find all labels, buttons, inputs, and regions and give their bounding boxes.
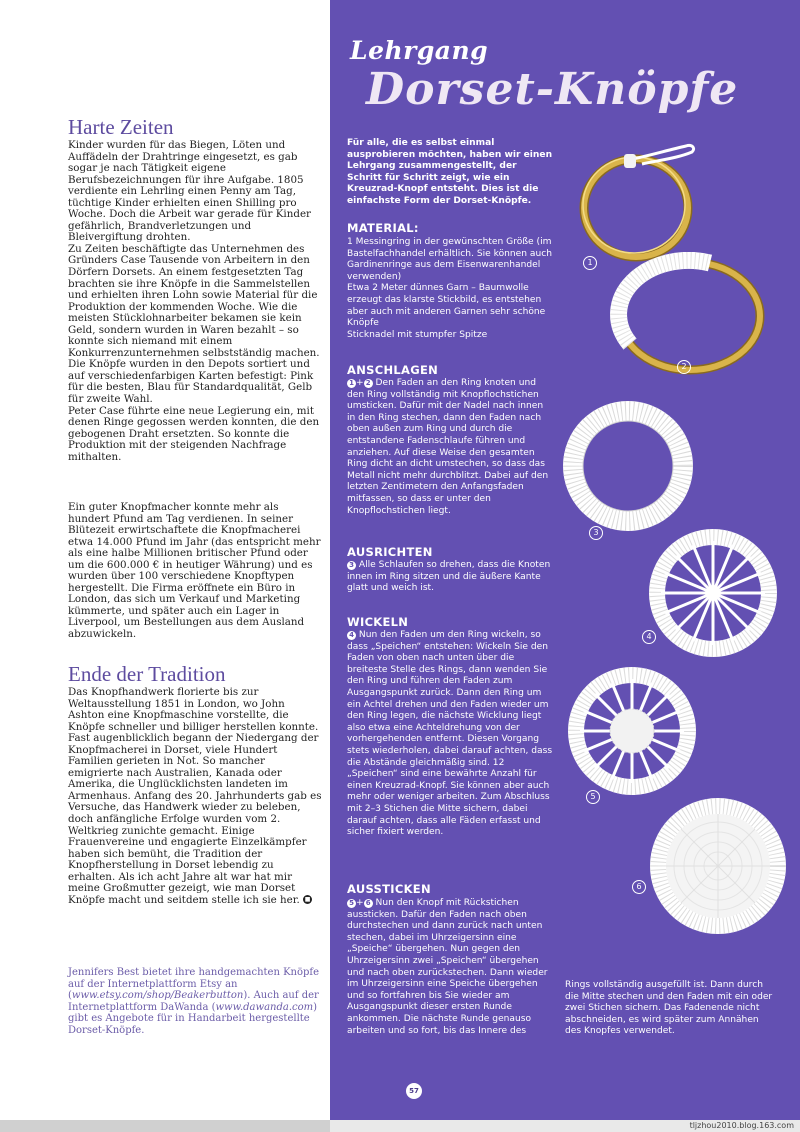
footer-gray-strip (0, 1120, 330, 1132)
text-block-ende-der-tradition (68, 687, 322, 906)
stitched-ring-photo (560, 396, 700, 536)
aussticken-continued-text: Rings vollständig ausgefüllt ist. Dann durch die Mitte stechen und den Faden mit ein oder zwei Stichen sichern. Das Fadenende nicht abschneiden, es wird später zum Annähen des Knopfes verwendet. (565, 980, 773, 1037)
step-number-icon: 3 (347, 561, 356, 570)
section-heading-ende-der-tradition: Ende der Tradition (68, 662, 226, 686)
finished-button-photo (648, 796, 788, 936)
step-number-icon: 2 (364, 379, 373, 388)
watermark: tljzhou2010.blog.163.com (689, 1121, 794, 1130)
section-heading-anschlagen: ANSCHLAGEN (347, 363, 439, 377)
tutorial-title: Dorset-Knöpfe (366, 64, 739, 115)
dawanda-link[interactable]: www.dawanda.com (215, 1001, 314, 1013)
page-number: 57 (406, 1083, 422, 1099)
paragraph: Das Knopfhandwerk florierte bis zur Weltausstellung 1851 in London, wo John Ashton eine Knopfmaschine vorstellte, die Knöpfe schneller und billiger herstellen konnte. Fast augenblicklich begann der Niedergang der Knopfmacherei in Dorset, viele Hundert Familien gerieten in Not. So mancher emigrierte nach Australien, Kanada oder Amerika, die Unglücklichsten landeten im Armenhaus. Anfang des 20. Jahrhunderts gab es Versuche, das Handwerk wieder zu beleben, doch anfängliche Erfolge wurden vom 2. Weltkrieg zunichte gemacht. Einige Frauenvereine und engagierte Einzelkämpfer haben sich bemüht, die Tradition der Knopfherstellung in Dorset lebendig zu erhalten. Als ich acht Jahre alt war hat mir meine Großmutter gezeigt, wie man Dorset Knöpfe macht und seitdem stelle ich sie her. ■ (68, 686, 322, 906)
section-heading-ausrichten: AUSRICHTEN (347, 545, 433, 559)
step-label-5: 5 (586, 790, 600, 804)
step-label-1: 1 (583, 256, 597, 270)
step-number-icon: 1 (347, 379, 356, 388)
step-number-icon: 4 (347, 631, 356, 640)
etsy-link[interactable]: www.etsy.com/shop/Beakerbutton (71, 990, 244, 1001)
material-item: 1 Messingring in der gewünschten Größe (im Bastelfachhandel erhältlich. Sie können auch Gardinenringe aus dem Eisenwarenhandel verwenden) (347, 237, 553, 282)
paragraph: Ein guter Knopfmacher konnte mehr als hundert Pfund am Tag verdienen. In seiner Blütezeit erwirtschaftete die Knopfmacherei etwa 14.000 Pfund im Jahr (das entspricht mehr als eine halbe Millionen britischer Pfund oder um die 600.000 € in heutiger Währung) und es wurden über 100 verschiedene Knopftypen hergestellt. Die Firma eröffnete ein Büro in London, das sich um Verkauf und Marketing kümmerte, und später auch ein Lager in Liverpool, um Bestellungen aus dem Ausland abzuwickeln. (68, 501, 321, 641)
section-heading-harte-zeiten: Harte Zeiten (68, 115, 174, 139)
author-credit: Jennifers Best bietet ihre handgemachten Knöpfe auf der Internetplattform Etsy an (www.etsy.com/shop/Beakerbutton). Auch auf der Internetplattform DaWanda (www.dawanda.com) gibt es Angebote für in Handarbeit hergestellte Dorset-Knöpfe. (68, 967, 320, 1036)
paragraph: Peter Case führte eine neue Legierung ein, mit denen Ringe gegossen werden konnten, die den gebogenen Draht ersetzten. So konnte die Produktion mit der steigenden Nachfrage mithalten. (68, 404, 320, 463)
section-heading-wickeln: WICKELN (347, 615, 409, 629)
left-column (0, 0, 330, 1120)
step-label-3: 3 (589, 526, 603, 540)
wickeln-text: 4 Nun den Faden um den Ring wickeln, so dass „Speichen“ entstehen: Wickeln Sie den Faden von oben nach unten über die breiteste Stelle des Rings, dann wenden Sie den Ring und führen den Faden zum Ausgangspunkt zurück. Dann den Ring um ein Achtel drehen und den Faden wieder um den Ring legen, die nächste Wicklung liegt also etwa eine Achteldrehung von der vorhergehenden entfernt. Diesen Vorgang stets wiederholen, dabei darauf achten, dass die Abstände gleichmäßig sind. 12 „Speichen“ sind eine bewährte Anzahl für einen Kreuzrad-Knopf. Sie können aber auch mehr oder weniger arbeiten. Zum Abschluss mit 2–3 Stichen die Mitte sichern, dabei darauf achten, dass alle Fäden erfasst und sicher fixiert werden. (347, 630, 553, 838)
tutorial-intro: Für alle, die es selbst einmal ausprobieren möchten, haben wir einen Lehrgang zusammengestellt, der Schritt für Schritt zeigt, wie ein Kreuzrad-Knopf entsteht. Dies ist die einfachste Form der Dorset-Knöpfe. (347, 138, 553, 206)
brass-ring-photo (568, 136, 718, 266)
material-item: Etwa 2 Meter dünnes Garn – Baumwolle erzeugt das klarste Stickbild, es entstehen aber auch mit anderen Garnen sehr schöne Knöpfe (347, 283, 546, 329)
spoked-ring-photo (648, 528, 778, 658)
paragraph: Zu Zeiten beschäftigte das Unternehmen des Gründers Case Tausende von Arbeitern in den Dörfern Dorsets. An einem festgesetzten Tag brachten sie ihre Knöpfe in die Sammelstellen und erhielten ihren Lohn sowie Material für die Produktion der kommenden Woche. Wie die meisten Stücklohnarbeiter bekamen sie kein Geld, sondern wurden in Waren bezahlt – so konnte sich niemand mit einem Konkurrenzunternehmen selbstständig machen. Die Knöpfe wurden in den Depots sortiert und auf verschiedenfarbigen Karten befestigt: Pink für die besten, Blau für Standardqualität, Gelb für zweite Wahl. (68, 242, 320, 406)
anschlagen-text: 1 + 2 Den Faden an den Ring knoten und den Ring vollständig mit Knopflochstichen umsticken. Dafür mit der Nadel nach innen in den Ring stechen, dann den Faden nach oben außen zum Ring und durch die entstandene Fadenschlaufe führen und anziehen. Auf diese Weise den gesamten Ring dicht an dicht umstechen, so dass das Metall nicht mehr durchblitzt. Dabei auf den letzten Zentimetern den Anfangsfaden mitfassen, so dass er unter den Knopflochstichen liegt. (347, 378, 549, 516)
aussticken-text: 5 + 6 Nun den Knopf mit Rückstichen aussticken. Dafür den Faden nach oben durchstechen und dann zurück nach unten stechen, dabei im Uhrzeigersinn eine „Speiche“ übergehen. Nun gegen den Uhrzeigersinn zwei „Speichen“ übergehen und nach oben zurückstechen. Dann wieder im Uhrzeigersinn eine Speiche übergehen und so fortfahren bis Sie wieder am Ausgangspunkt dieser ersten Runde ankommen. Die nächste Runde genauso arbeiten und so fort, bis das Innere des (347, 898, 548, 1036)
text-block-bluetezeit (68, 502, 322, 641)
tutorial-panel (330, 0, 800, 1120)
material-item: Sticknadel mit stumpfer Spitze (347, 329, 488, 340)
footer-bar (0, 1120, 800, 1132)
material-list (347, 237, 553, 341)
end-mark-icon: ■ (304, 896, 311, 904)
step-number-icon: 6 (364, 899, 373, 908)
step-label-6: 6 (632, 880, 646, 894)
section-heading-material: MATERIAL: (347, 221, 419, 235)
paragraph: Kinder wurden für das Biegen, Löten und Auffädeln der Drahtringe eingesetzt, es gab sogar je nach Tätigkeit eigene Berufsbezeichnungen für ihre Aufgabe. 1805 verdiente ein Lehrling einen Penny am Tag, tüchtige Kinder erhielten einen Shilling pro Woche. Doch die Arbeit war gerade für Kinder gefährlich, Brandverletzungen und Bleivergiftung drohten. (68, 139, 311, 244)
text-block-harte-zeiten (68, 140, 322, 463)
section-heading-aussticken: AUSSTICKEN (347, 882, 431, 896)
partially-woven-button-photo (567, 666, 697, 796)
ausrichten-text: 3 Alle Schlaufen so drehen, dass die Knoten innen im Ring sitzen und die äußere Kante glatt und weich ist. (347, 560, 551, 594)
step-label-4: 4 (642, 630, 656, 644)
step-number-icon: 5 (347, 899, 356, 908)
tutorial-kicker: Lehrgang (350, 36, 489, 65)
step-label-2: 2 (677, 360, 691, 374)
